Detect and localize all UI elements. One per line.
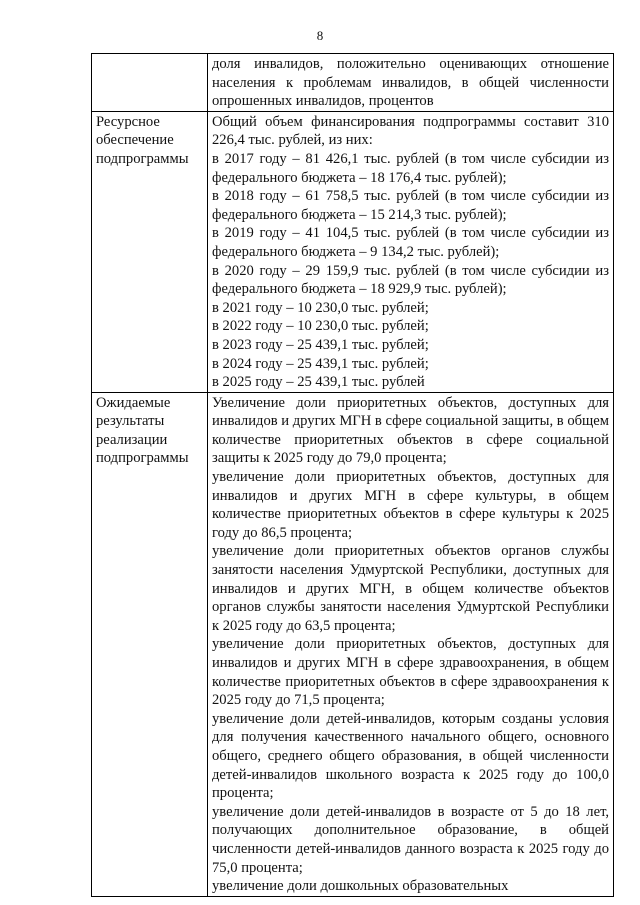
content-paragraph: в 2019 году – 41 104,5 тыс. рублей (в том числе субсидии из федерального бюджета – 9 134,2 тыс. рублей); bbox=[212, 225, 609, 260]
content-paragraph: Общий объем финансирования подпрограммы составит 310 226,4 тыс. рублей, из них: bbox=[212, 113, 609, 149]
content-paragraph: в 2024 году – 25 439,1 тыс. рублей; bbox=[212, 355, 429, 372]
program-passport-table bbox=[91, 53, 614, 897]
content-paragraph: увеличение доли приоритетных объектов, доступных для инвалидов и других МГН в сфере здравоохранения, в общем количестве приоритетных объектов в сфере здравоохранения к 2025 году до 71,5 процента; bbox=[212, 636, 609, 709]
content-paragraph: увеличение доли дошкольных образовательных bbox=[212, 878, 509, 895]
content-paragraph: в 2023 году – 25 439,1 тыс. рублей; bbox=[212, 336, 429, 353]
content-paragraph: увеличение доли детей-инвалидов в возрасте от 5 до 18 лет, получающих дополнительное образование, в общей численности детей-инвалидов данного возраста к 2025 году до 75,0 процента; bbox=[212, 803, 609, 876]
content-paragraph: в 2018 году – 61 758,5 тыс. рублей (в том числе субсидии из федерального бюджета – 15 214,3 тыс. рублей); bbox=[212, 188, 609, 223]
content-paragraph: в 2017 году – 81 426,1 тыс. рублей (в том числе субсидии из федерального бюджета – 18 176,4 тыс. рублей); bbox=[212, 150, 609, 186]
content-paragraph: увеличение доли приоритетных объектов, доступных для инвалидов и других МГН в сфере культуры, в общем количестве приоритетных объектов в сфере культуры к 2025 году до 86,5 процента; bbox=[212, 469, 609, 541]
row-label-empty bbox=[92, 54, 208, 112]
content-paragraph: Увеличение доли приоритетных объектов, доступных для инвалидов и других МГН в сфере социальной защиты, в общем количестве приоритетных объектов в сфере социальной защиты к 2025 году до 79,0 процента; bbox=[212, 394, 609, 467]
content-paragraph: увеличение доли детей-инвалидов, которым созданы условия для получения качественного начального общего, основного общего, среднего общего образования, в общей численности детей-инвалидов школьного возраста к 2025 году до 100,0 процента; bbox=[212, 710, 609, 802]
content-paragraph: в 2020 году – 29 159,9 тыс. рублей (в том числе субсидии из федерального бюджета – 18 929,9 тыс. рублей); bbox=[212, 262, 609, 298]
content-paragraph: увеличение доли приоритетных объектов органов службы занятости населения Удмуртской Республики, доступных для инвалидов и других МГН, в общем количестве объектов органов службы занятости населения Удмуртской Республики к 2025 году до 63,5 процента; bbox=[212, 543, 609, 634]
row-label-expected-results: Ожидаемые результаты реализации подпрограммы bbox=[92, 392, 208, 896]
row-label-resource-support: Ресурсное обеспечение подпрограммы bbox=[92, 111, 208, 392]
page-number: 8 bbox=[316, 28, 324, 43]
table-row bbox=[92, 392, 614, 896]
content-paragraph: в 2022 году – 10 230,0 тыс. рублей; bbox=[212, 318, 429, 335]
table-row bbox=[92, 111, 614, 392]
row-content-resource-support bbox=[208, 111, 614, 392]
row-content-indicator-continuation bbox=[208, 54, 614, 112]
content-paragraph: в 2025 году – 25 439,1 тыс. рублей bbox=[212, 374, 425, 391]
table-row bbox=[92, 54, 614, 112]
content-paragraph: доля инвалидов, положительно оценивающих отношение населения к проблемам инвалидов, в общей численности опрошенных инвалидов, процентов bbox=[212, 56, 609, 110]
content-paragraph: в 2021 году – 10 230,0 тыс. рублей; bbox=[212, 299, 429, 316]
row-content-expected-results bbox=[208, 392, 614, 896]
